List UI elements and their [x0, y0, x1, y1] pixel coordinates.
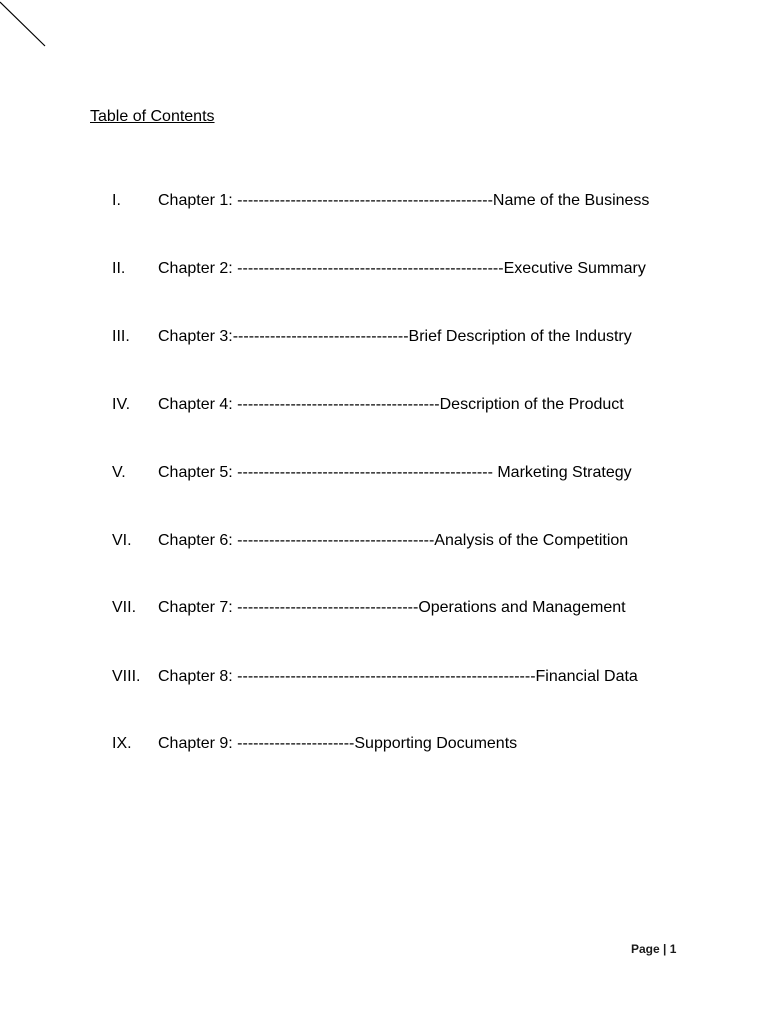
- toc-entry: [0, 257, 768, 281]
- toc-entry-text: Chapter 5: ------------------------------------------------ Marketing Strategy: [158, 464, 632, 481]
- toc-entry-numeral: III.: [112, 328, 130, 345]
- toc-entry-text: Chapter 7: ----------------------------------Operations and Management: [158, 599, 626, 616]
- toc-entry-text: Chapter 2: --------------------------------------------------Executive Summary: [158, 260, 646, 277]
- corner-crop-mark: [0, 0, 50, 50]
- toc-entry-numeral: IV.: [112, 396, 131, 413]
- page-number-footer: Page | 1: [631, 942, 677, 956]
- toc-entry: [0, 529, 768, 553]
- toc-entry: [0, 393, 768, 417]
- toc-entry-text: Chapter 9: ----------------------Supporting Documents: [158, 735, 518, 752]
- toc-title: Table of Contents: [90, 108, 215, 125]
- toc-entry: [0, 596, 768, 620]
- toc-entry-numeral: VI.: [112, 532, 132, 549]
- toc-entry: [0, 325, 768, 349]
- toc-entry-text: Chapter 1: ------------------------------------------------Name of the Business: [158, 192, 650, 209]
- toc-entry-text: Chapter 8: --------------------------------------------------------Financial Data: [158, 668, 638, 685]
- toc-entry-text: Chapter 4: --------------------------------------Description of the Product: [158, 396, 624, 413]
- toc-entry-text: Chapter 6: -------------------------------------Analysis of the Competition: [158, 532, 629, 549]
- toc-entry-text: Chapter 3:---------------------------------Brief Description of the Industry: [158, 328, 632, 345]
- toc-entry-numeral: IX.: [112, 735, 132, 752]
- toc-entry-numeral: VII.: [112, 599, 137, 616]
- toc-entry-numeral: V.: [112, 464, 126, 481]
- toc-entry: [0, 732, 768, 756]
- toc-entry-numeral: II.: [112, 260, 126, 277]
- toc-entry: [0, 461, 768, 485]
- toc-entry-numeral: VIII.: [112, 668, 141, 685]
- toc-entry: [0, 665, 768, 689]
- toc-entry-numeral: I.: [112, 192, 121, 209]
- toc-entry: [0, 189, 768, 213]
